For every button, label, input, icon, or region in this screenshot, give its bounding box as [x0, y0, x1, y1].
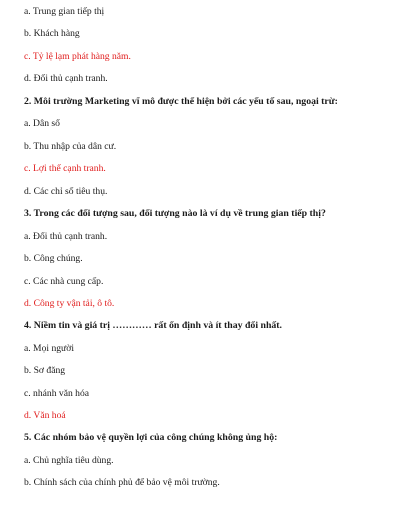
question-3: 3. Trong các đối tượng sau, đối tượng nào là ví dụ về trung gian tiếp thị?: [24, 208, 326, 219]
answer-1c: c. Tỷ lệ lạm phát hàng năm.: [24, 51, 131, 62]
option-3a: a. Đối thủ cạnh tranh.: [24, 231, 108, 242]
option-2d: d. Các chỉ số tiêu thụ.: [24, 186, 108, 197]
option-2a: a. Dân số: [24, 118, 60, 129]
option-1a: a. Trung gian tiếp thị: [24, 6, 105, 17]
question-4: 4. Niềm tin và giá trị ………… rất ổn định và ít thay đổi nhất.: [24, 320, 283, 331]
answer-2c: c. Lợi thế cạnh tranh.: [24, 163, 106, 174]
option-5b: b. Chính sách của chính phủ để bảo vệ môi trường.: [24, 477, 220, 488]
option-1b: b. Khách hàng: [24, 28, 80, 39]
option-3b: b. Công chúng.: [24, 253, 83, 264]
option-1d: d. Đối thủ cạnh tranh.: [24, 73, 108, 84]
answer-4d: d. Văn hoá: [24, 410, 66, 421]
option-5a: a. Chủ nghĩa tiêu dùng.: [24, 455, 114, 466]
option-4c: c. nhánh văn hóa: [24, 388, 90, 399]
option-2b: b. Thu nhập của dân cư.: [24, 141, 117, 152]
option-3c: c. Các nhà cung cấp.: [24, 276, 104, 287]
option-4a: a. Mọi người: [24, 343, 74, 354]
question-2: 2. Môi trường Marketing vĩ mô được thể hiện bởi các yếu tố sau, ngoại trừ:: [24, 96, 338, 107]
answer-3d: d. Công ty vận tải, ô tô.: [24, 298, 115, 309]
option-4b: b. Sơ đăng: [24, 365, 66, 376]
question-5: 5. Các nhóm bảo vệ quyền lợi của công chúng không ủng hộ:: [24, 432, 278, 443]
